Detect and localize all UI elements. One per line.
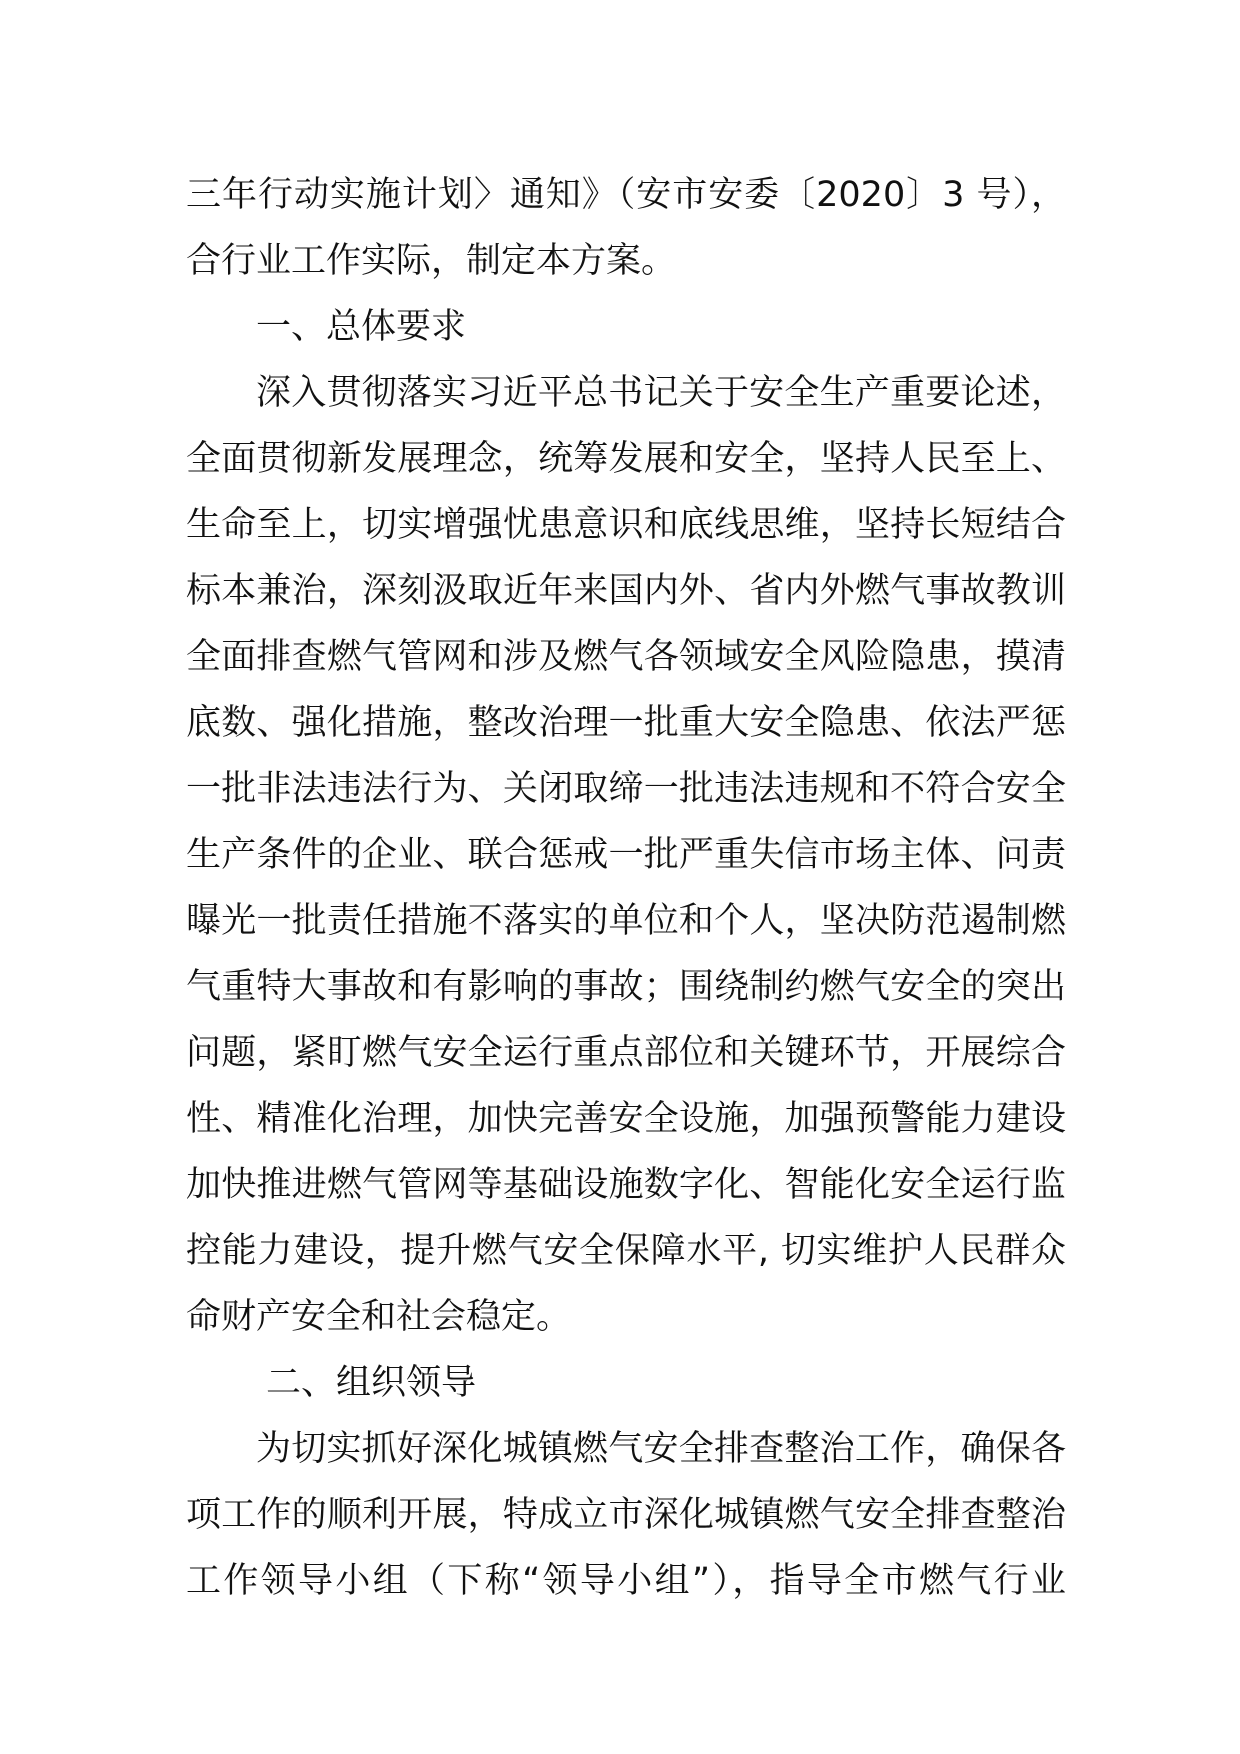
text-line: 曝光一批责任措施不落实的单位和个人，坚决防范遏制燃 [186,901,1066,941]
text-line: 生命至上，切实增强忧患意识和底线思维，坚持长短结合 [186,505,1066,545]
body-text [186,162,1066,1614]
text-line: 合行业工作实际，制定本方案。 [186,241,677,281]
section-heading: 一、总体要求 [256,307,467,347]
text-line: 项工作的顺利开展，特成立市深化城镇燃气安全排查整治 [186,1495,1066,1535]
text-line: 工作领导小组（下称“领导小组”），指导全市燃气行业 [186,1561,1066,1601]
text-line: 生产条件的企业、联合惩戒一批严重失信市场主体、问责 [186,835,1066,875]
text-line: 底数、强化措施，整改治理一批重大安全隐患、依法严惩 [186,703,1066,743]
text-line: 全面贯彻新发展理念，统筹发展和安全，坚持人民至上、 [186,439,1066,479]
paragraph-first-line: 为切实抓好深化城镇燃气安全排查整治工作，确保各 [256,1429,1066,1469]
text-line: 标本兼治，深刻汲取近年来国内外、省内外燃气事故教训 [186,571,1066,611]
text-line: 性、精准化治理，加快完善安全设施，加强预警能力建设 [186,1099,1066,1139]
text-line: 命财产安全和社会稳定。 [186,1297,572,1337]
text-line: 一批非法违法行为、关闭取缔一批违法违规和不符合安全 [186,769,1066,809]
paragraph-first-line: 深入贯彻落实习近平总书记关于安全生产重要论述， [256,373,1066,413]
text-line: 三年行动实施计划〉通知》（安市安委〔2020〕3 号）， [186,175,1066,215]
text-line: 加快推进燃气管网等基础设施数字化、智能化安全运行监 [186,1165,1066,1205]
text-line: 气重特大事故和有影响的事故；围绕制约燃气安全的突出 [186,967,1066,1007]
section-heading: 二、组织领导 [266,1363,477,1403]
text-line: 全面排查燃气管网和涉及燃气各领域安全风险隐患，摸清 [186,637,1066,677]
text-line: 问题，紧盯燃气安全运行重点部位和关键环节，开展综合 [186,1033,1066,1073]
text-line: 控能力建设，提升燃气安全保障水平, 切实维护人民群众 [186,1231,1066,1271]
